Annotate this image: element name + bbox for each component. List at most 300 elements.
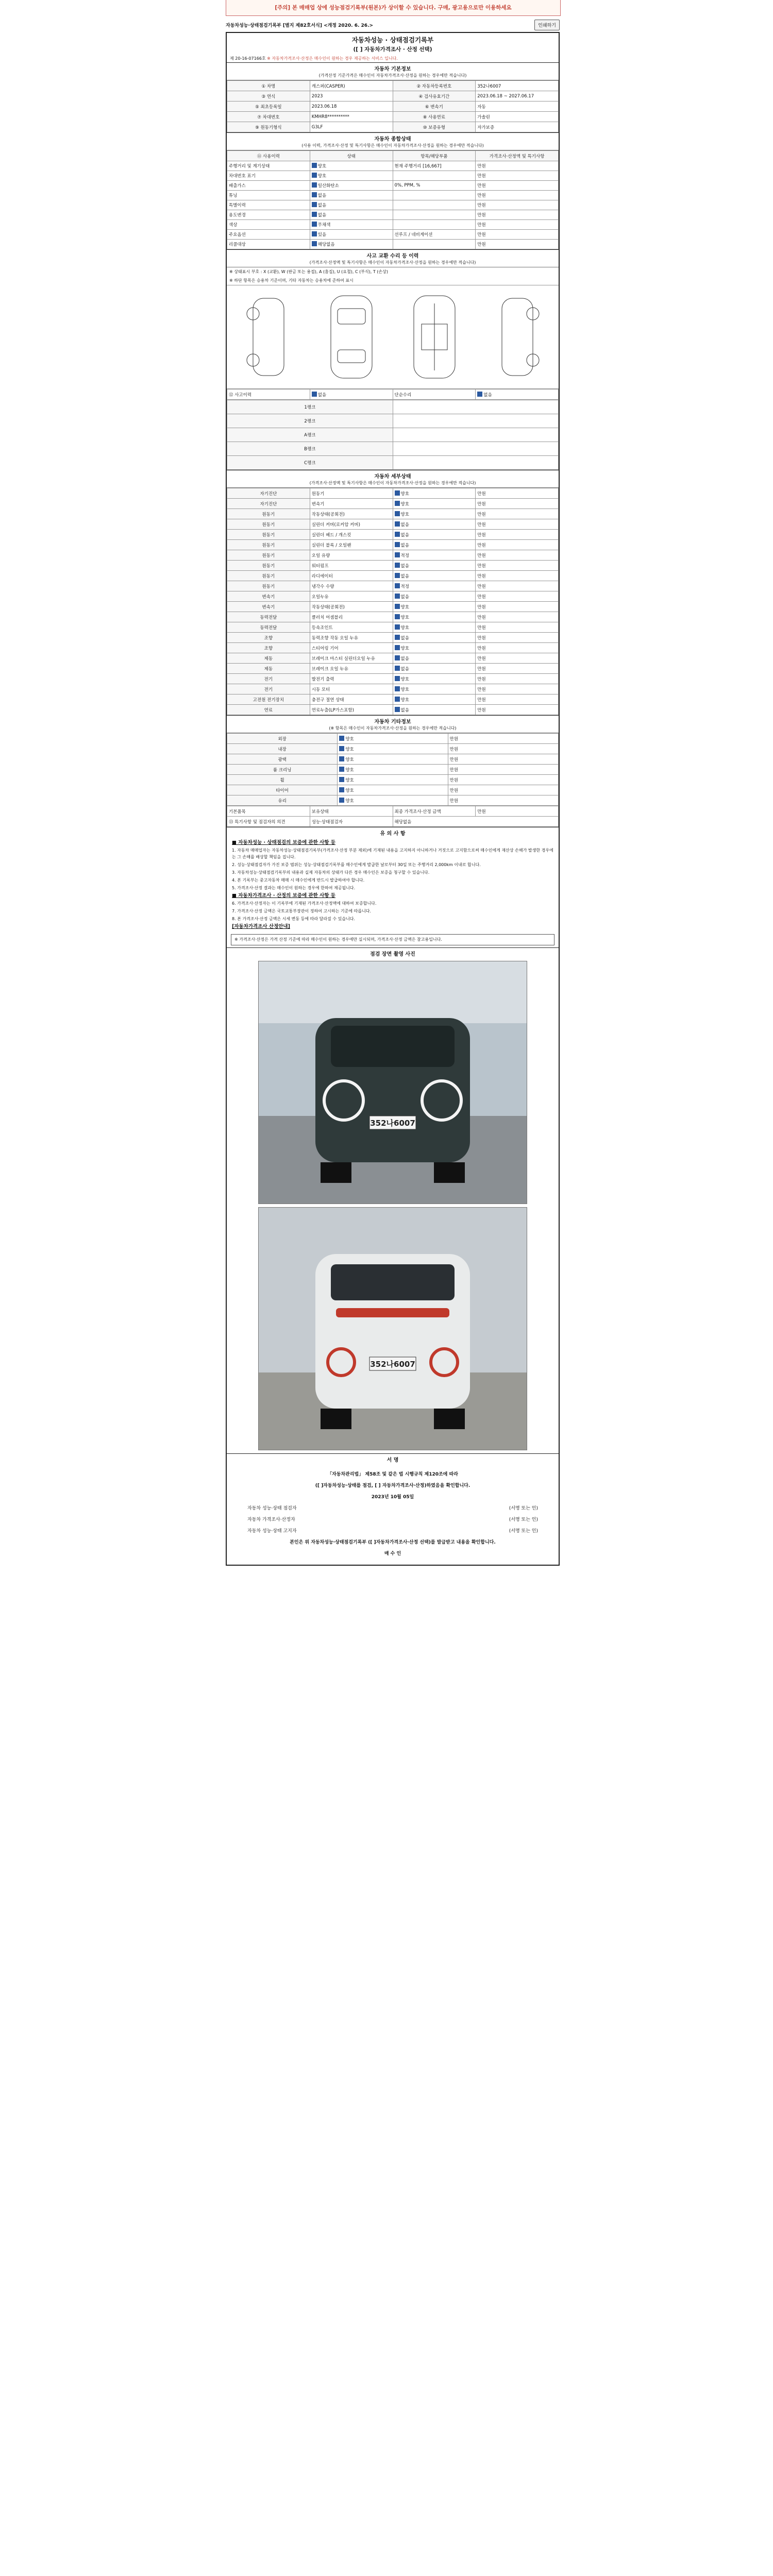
caution-h1: ■ 자동차성능 · 상태점검의 보증에 관한 사항 등 [232, 840, 335, 845]
record-meta-note: ※ 자동차가격조사·산정은 매수인이 원하는 경우 제공하는 서비스 입니다. [267, 56, 398, 61]
detail-item: 작동상태(공회전) [310, 509, 393, 519]
status-cell [393, 200, 476, 210]
etc-item: 외장 [227, 734, 338, 744]
caution-title: 유 의 사 항 [380, 831, 406, 837]
accident-title: 사고 교환 수리 등 이력 [366, 253, 419, 259]
detail-state: 없음 [393, 561, 476, 571]
record-page [226, 19, 560, 2399]
status-cell: 만원 [476, 220, 559, 230]
basic-label: ④ 검사유효기간 [393, 91, 476, 101]
etc-price: 만원 [448, 775, 558, 785]
detail-group: 동력전달 [227, 612, 310, 622]
tools-value: 보유상태 [310, 806, 393, 817]
caution-paragraph: 8. 본 가격조사·산정 금액은 시세 변동 등에 따라 달라질 수 있습니다. [232, 917, 356, 921]
detail-item: 오일누유 [310, 591, 393, 602]
record-subtitle: ([ ] 자동차가격조사 · 산정 선택) [353, 46, 432, 53]
etc-title: 자동차 기타정보 [374, 719, 411, 725]
detail-row [227, 581, 559, 591]
detail-group: 제동 [227, 664, 310, 674]
detail-row [227, 684, 559, 694]
basic-value: 352나6007 [476, 81, 559, 91]
detail-group: 원동기 [227, 509, 310, 519]
detail-group: 전기 [227, 674, 310, 684]
record-meta [227, 55, 559, 62]
detail-row [227, 571, 559, 581]
status-cell: ⑪ 사용이력 [227, 151, 310, 161]
record-number: 제 20-16-07166호 [230, 56, 266, 61]
status-cell: 가격조사·산정액 및 특기사항 [476, 151, 559, 161]
detail-price: 만원 [476, 561, 559, 571]
svg-text:352나6007: 352나6007 [370, 1360, 415, 1369]
status-row [227, 240, 559, 249]
caution-paragraph: 2. 성능·상태점검자가 가진 보증 범위는 성능·상태점검기록부를 매수인에게 발급한 날로부터 30일 또는 주행거리 2,000km 이내로 합니다. [232, 862, 481, 867]
simple-repair-value: 없음 [476, 389, 559, 400]
status-row [227, 161, 559, 171]
sign-section [227, 1453, 559, 1565]
caution-paragraph: 1. 자동차 매매업자는 자동차성능·상태점검기록부(가격조사·산정 부분 제외)에 기재된 내용을 고지하지 아니하거나 거짓으로 고지함으로써 매수인에게 재산상 손해가 발생한 경우에는 그 손해를 배상할 책임을 집니다. [232, 848, 553, 859]
basic-row [227, 101, 559, 112]
status-cell: 만원 [476, 181, 559, 191]
caution-paragraph: 6. 가격조사·산정자는 이 기록부에 기재된 가격조사·산정액에 대하여 보증합니다. [232, 901, 377, 906]
caution-section [227, 827, 559, 945]
basic-label: ⑤ 최초등록일 [227, 101, 310, 112]
status-cell: 항목/해당부품 [393, 151, 476, 161]
detail-price: 만원 [476, 499, 559, 509]
detail-state: 양호 [393, 674, 476, 684]
detail-price: 만원 [476, 643, 559, 653]
status-row [227, 210, 559, 220]
detail-row [227, 633, 559, 643]
detail-state: 없음 [393, 633, 476, 643]
status-table [227, 150, 559, 249]
detail-price: 만원 [476, 694, 559, 705]
accident-table [227, 389, 559, 400]
accident-sub: (가격조사·산정액 및 특기사항은 매수인이 자동차가격조사·산정을 원하는 경우에만 적습니다) [227, 260, 559, 267]
basic-value: 2023.06.18 [310, 101, 393, 112]
detail-state: 없음 [393, 705, 476, 715]
basic-table [227, 80, 559, 132]
frame-row [227, 442, 559, 456]
detail-state: 없음 [393, 571, 476, 581]
detail-row [227, 643, 559, 653]
basic-value: KMHR8********** [310, 112, 393, 122]
basic-value: 자가보증 [476, 122, 559, 132]
detail-item: 충전구 절연 상태 [310, 694, 393, 705]
detail-item: 실린더 헤드 / 개스킷 [310, 530, 393, 540]
detail-item: 냉각수 수량 [310, 581, 393, 591]
sign-law2: ([ ]자동차성능·상태를 점검, [ ] 자동차가격조사·산정)하였음을 확인합니다. [315, 1483, 470, 1488]
detail-row [227, 488, 559, 499]
caution-paragraph: 4. 본 기록부는 중고자동차 매매 시 매수인에게 반드시 발급하여야 합니다. [232, 878, 365, 883]
detail-row [227, 602, 559, 612]
detail-row [227, 664, 559, 674]
etc-price: 만원 [448, 754, 558, 765]
status-cell: 특별이력 [227, 200, 310, 210]
etc-sub: (※ 항목은 매수인이 자동차가격조사·산정을 원하는 경우에만 적습니다) [227, 725, 559, 733]
car-bottom-icon [401, 293, 468, 381]
detail-price: 만원 [476, 581, 559, 591]
detail-state: 양호 [393, 488, 476, 499]
detail-title: 자동차 세부상태 [374, 474, 411, 480]
basic-label: ② 자동차등록번호 [393, 81, 476, 91]
detail-item: 실린더 커버(로커암 커버) [310, 519, 393, 530]
status-cell: 양호 [310, 161, 393, 171]
detail-price: 만원 [476, 550, 559, 561]
detail-state: 적정 [393, 581, 476, 591]
status-cell: 용도변경 [227, 210, 310, 220]
detail-group: 원동기 [227, 571, 310, 581]
detail-price: 만원 [476, 622, 559, 633]
frame-row [227, 400, 559, 414]
frame-rank: A랭크 [227, 428, 393, 442]
status-cell: 튜닝 [227, 191, 310, 200]
basic-label: ⑨ 원동기형식 [227, 122, 310, 132]
detail-row [227, 674, 559, 684]
etc-item: 유리 [227, 795, 338, 806]
rear-photo [258, 1207, 527, 1450]
status-row [227, 191, 559, 200]
basic-row [227, 122, 559, 132]
frame-parts [393, 400, 559, 414]
detail-state: 양호 [393, 602, 476, 612]
simple-repair-label: 단순수리 [393, 389, 476, 400]
etc-price: 만원 [448, 765, 558, 775]
detail-row [227, 612, 559, 622]
detail-row [227, 509, 559, 519]
basic-label: ① 차명 [227, 81, 310, 91]
etc-state: 양호 [338, 785, 448, 795]
detail-row [227, 499, 559, 509]
basic-value: 2023.06.18 ~ 2027.06.17 [476, 91, 559, 101]
etc-price: 만원 [448, 795, 558, 806]
status-cell [393, 171, 476, 181]
total-value: 만원 [476, 806, 559, 817]
detail-item: 원동기 [310, 488, 393, 499]
record-title: 자동차성능 · 상태점검기록부 [351, 36, 434, 44]
status-cell: 만원 [476, 171, 559, 181]
detail-state: 양호 [393, 622, 476, 633]
sign-role: 자동차 성능·상태 고지자 [247, 1529, 297, 1534]
etc-row [227, 795, 559, 806]
sign-line [247, 1503, 538, 1514]
detail-state: 없음 [393, 591, 476, 602]
detail-state: 양호 [393, 694, 476, 705]
detail-state: 양호 [393, 612, 476, 622]
etc-section [227, 715, 559, 827]
car-top-icon [318, 293, 385, 381]
basic-value: G3LF [310, 122, 393, 132]
car-side-right-icon [484, 293, 551, 381]
detail-price: 만원 [476, 653, 559, 664]
frame-row [227, 456, 559, 470]
etc-price: 만원 [448, 785, 558, 795]
sign-date: 2023년 10월 05일 [371, 1495, 414, 1500]
car-diagram [227, 285, 559, 389]
detail-row [227, 653, 559, 664]
detail-item: 시동 모터 [310, 684, 393, 694]
basic-label: ③ 연식 [227, 91, 310, 101]
detail-group: 변속기 [227, 602, 310, 612]
sign-line [247, 1526, 538, 1537]
etc-summary [227, 806, 559, 827]
detail-price: 만원 [476, 519, 559, 530]
status-cell: 색상 [227, 220, 310, 230]
detail-group: 동력전달 [227, 622, 310, 633]
status-sub: (사용 이력, 가격조사·산정 및 특기사항은 매수인이 자동차가격조사·산정을 원하는 경우에만 적습니다) [227, 143, 559, 150]
caution-box: ※ 가격조사·산정은 가격 산정 기준에 따라 매수인이 원하는 경우에만 실시되며, 가격조사·산정 금액은 참고용입니다. [231, 934, 554, 945]
detail-item: 연료누출(LP가스포함) [310, 705, 393, 715]
status-cell: 상태 [310, 151, 393, 161]
detail-group: 원동기 [227, 540, 310, 550]
status-section [227, 132, 559, 249]
form-title: 자동차성능·상태점검기록부 [별지 제82호서식] <개정 2020. 6. 26.> [226, 23, 374, 28]
print-button[interactable]: 인쇄하기 [534, 20, 560, 30]
basic-title: 자동차 기본정보 [374, 66, 411, 72]
etc-row [227, 775, 559, 785]
detail-item: 라디에이터 [310, 571, 393, 581]
basic-label: ⑩ 보증유형 [393, 122, 476, 132]
etc-row [227, 744, 559, 754]
detail-price: 만원 [476, 664, 559, 674]
status-cell: 만원 [476, 230, 559, 240]
sign-title: 서 명 [386, 1458, 399, 1463]
detail-state: 없음 [393, 530, 476, 540]
special-label: ⑬ 특기사항 및 점검자의 의견 [227, 817, 310, 827]
detail-group: 원동기 [227, 581, 310, 591]
detail-item: 브레이크 오일 누유 [310, 664, 393, 674]
etc-item: 광택 [227, 754, 338, 765]
etc-state: 양호 [338, 734, 448, 744]
detail-state: 없음 [393, 653, 476, 664]
status-row [227, 200, 559, 210]
etc-row [227, 785, 559, 795]
car-side-left-icon [235, 293, 302, 381]
status-cell: 만원 [476, 240, 559, 249]
top-notice: [주의] 본 매매업 상에 성능점검기록부(원본)가 상이할 수 있습니다. 구매, 광고용으로만 이용하세요 [226, 0, 561, 16]
etc-row [227, 765, 559, 775]
caution-box-title: [자동차가격조사 산정안내] [232, 924, 290, 929]
front-photo [258, 961, 527, 1204]
status-cell: 주행거리 및 계기상태 [227, 161, 310, 171]
caution-paragraph: 7. 가격조사·산정 금액은 국토교통부장관이 정하여 고시하는 기준에 따릅니다. [232, 909, 372, 913]
basic-value: 가솔린 [476, 112, 559, 122]
detail-state: 양호 [393, 684, 476, 694]
status-row [227, 151, 559, 161]
detail-group: 자기진단 [227, 488, 310, 499]
detail-item: 실린더 블록 / 오일팬 [310, 540, 393, 550]
status-row [227, 230, 559, 240]
etc-state: 양호 [338, 754, 448, 765]
frame-parts [393, 428, 559, 442]
status-cell: 일산화탄소 [310, 181, 393, 191]
detail-table [227, 488, 559, 715]
status-cell: 만원 [476, 161, 559, 171]
detail-price: 만원 [476, 488, 559, 499]
caution-body [227, 837, 559, 932]
sign-role: 자동차 성능·상태 점검자 [247, 1506, 297, 1511]
detail-price: 만원 [476, 602, 559, 612]
accident-legend: ※ 상태표시 부호 : X (교환), W (판금 또는 용접), A (흠집), U (요철), C (부식), T (손상) [229, 269, 389, 274]
detail-item: 클러치 어셈블리 [310, 612, 393, 622]
detail-group: 고전원 전기장치 [227, 694, 310, 705]
detail-price: 만원 [476, 684, 559, 694]
etc-state: 양호 [338, 765, 448, 775]
sign-body [227, 1464, 559, 1565]
detail-group: 원동기 [227, 530, 310, 540]
basic-value: 2023 [310, 91, 393, 101]
detail-row [227, 519, 559, 530]
detail-group: 전기 [227, 684, 310, 694]
detail-group: 조향 [227, 643, 310, 653]
basic-label: ⑦ 차대번호 [227, 112, 310, 122]
frame-table [227, 400, 559, 470]
detail-sub: (가격조사·산정액 및 특기사항은 매수인이 자동차가격조사·산정을 원하는 경우에만 적습니다) [227, 480, 559, 488]
accident-label: ⑫ 사고이력 [227, 389, 310, 400]
basic-row [227, 112, 559, 122]
photo-section [227, 947, 559, 1450]
detail-row [227, 622, 559, 633]
status-row [227, 181, 559, 191]
sign-role: 자동차 가격조사·산정자 [247, 1517, 295, 1522]
status-cell: 없음 [310, 191, 393, 200]
basic-sub: (가격산정 기준가격은 매수인이 자동차가격조사·산정을 원하는 경우에만 적습니다) [227, 73, 559, 80]
detail-price: 만원 [476, 612, 559, 622]
detail-state: 양호 [393, 509, 476, 519]
detail-state: 없음 [393, 664, 476, 674]
detail-item: 변속기 [310, 499, 393, 509]
etc-state: 양호 [338, 795, 448, 806]
status-cell: 없음 [310, 210, 393, 220]
detail-item: 오일 유량 [310, 550, 393, 561]
status-cell: 양호 [310, 171, 393, 181]
sign-slot: (서명 또는 인) [509, 1506, 538, 1511]
basic-label: ⑥ 변속기 [393, 101, 476, 112]
sign-buyer: 매 수 인 [384, 1551, 401, 1556]
detail-price: 만원 [476, 530, 559, 540]
etc-table [227, 733, 559, 806]
detail-group: 원동기 [227, 550, 310, 561]
form-body [226, 32, 560, 1566]
etc-item: 룸 크리닝 [227, 765, 338, 775]
frame-rank: C랭크 [227, 456, 393, 470]
sign-slot: (서명 또는 인) [509, 1517, 538, 1522]
detail-state: 적정 [393, 550, 476, 561]
detail-price: 만원 [476, 509, 559, 519]
car-rear-image [259, 1208, 527, 1450]
basic-section [227, 62, 559, 132]
detail-group: 원동기 [227, 561, 310, 571]
status-cell [393, 220, 476, 230]
detail-price: 만원 [476, 633, 559, 643]
etc-item: 휠 [227, 775, 338, 785]
detail-row [227, 591, 559, 602]
detail-price: 만원 [476, 591, 559, 602]
status-cell: 무채색 [310, 220, 393, 230]
status-cell: 만원 [476, 200, 559, 210]
etc-row [227, 734, 559, 744]
special-value: 해당없음 [393, 817, 559, 827]
special-inspector: 성능·상태점검자 [310, 817, 393, 827]
status-cell: 배출가스 [227, 181, 310, 191]
basic-value: 캐스퍼(CASPER) [310, 81, 393, 91]
detail-state: 양호 [393, 643, 476, 653]
detail-group: 자기진단 [227, 499, 310, 509]
svg-text:352나6007: 352나6007 [370, 1118, 415, 1128]
etc-price: 만원 [448, 744, 558, 754]
detail-item: 스티어링 기어 [310, 643, 393, 653]
status-cell: 만원 [476, 191, 559, 200]
detail-row [227, 694, 559, 705]
frame-rank: 1랭크 [227, 400, 393, 414]
detail-row [227, 550, 559, 561]
status-cell [393, 210, 476, 220]
status-cell: 현재 주행거리 [16,667] [393, 161, 476, 171]
status-cell: 선루프 / 네비게이션 [393, 230, 476, 240]
frame-row [227, 428, 559, 442]
sign-slot: (서명 또는 인) [509, 1529, 538, 1534]
detail-price: 만원 [476, 571, 559, 581]
detail-row [227, 561, 559, 571]
detail-price: 만원 [476, 674, 559, 684]
status-row [227, 171, 559, 181]
status-cell [393, 240, 476, 249]
status-title: 자동차 종합상태 [374, 137, 411, 142]
frame-rank: 2랭크 [227, 414, 393, 428]
detail-group: 변속기 [227, 591, 310, 602]
sign-note: 본인은 위 자동차성능·상태점검기록부 ([ ]자동차가격조사·산정 선택)를 발급받고 내용을 확인합니다. [290, 1540, 496, 1545]
detail-item: 브레이크 마스터 실린더오일 누유 [310, 653, 393, 664]
status-cell: 있음 [310, 230, 393, 240]
sign-line [247, 1514, 538, 1526]
detail-row [227, 530, 559, 540]
status-cell: 0%, PPM, % [393, 181, 476, 191]
etc-item: 내장 [227, 744, 338, 754]
detail-group: 제동 [227, 653, 310, 664]
detail-item: 워터펌프 [310, 561, 393, 571]
detail-state: 양호 [393, 499, 476, 509]
status-cell [393, 191, 476, 200]
car-front-image [259, 961, 527, 1204]
frame-row [227, 414, 559, 428]
basic-value: 자동 [476, 101, 559, 112]
detail-group: 연료 [227, 705, 310, 715]
basic-label: ⑧ 사용연료 [393, 112, 476, 122]
detail-section [227, 470, 559, 715]
detail-item: 작동상태(공회전) [310, 602, 393, 612]
detail-price: 만원 [476, 705, 559, 715]
accident-value: 없음 [310, 389, 393, 400]
detail-group: 원동기 [227, 519, 310, 530]
caution-paragraph: 5. 가격조사·산정 결과는 매수인이 원하는 경우에 한하여 제공됩니다. [232, 886, 356, 890]
detail-item: 동력조향 작동 오일 누유 [310, 633, 393, 643]
frame-parts [393, 456, 559, 470]
detail-price: 만원 [476, 540, 559, 550]
detail-row [227, 540, 559, 550]
detail-group: 조향 [227, 633, 310, 643]
frame-parts [393, 414, 559, 428]
detail-item: 등속조인트 [310, 622, 393, 633]
status-cell: 해당없음 [310, 240, 393, 249]
caution-h2: ■ 자동차가격조사 · 산정의 보증에 관한 사항 등 [232, 893, 335, 899]
photo-title: 점검 장면 촬영 사진 [370, 952, 415, 957]
detail-state: 없음 [393, 540, 476, 550]
status-cell: 없음 [310, 200, 393, 210]
status-cell: 주요옵션 [227, 230, 310, 240]
tools-label: 기본품목 [227, 806, 310, 817]
etc-state: 양호 [338, 744, 448, 754]
detail-row [227, 705, 559, 715]
status-cell: 리콜대상 [227, 240, 310, 249]
